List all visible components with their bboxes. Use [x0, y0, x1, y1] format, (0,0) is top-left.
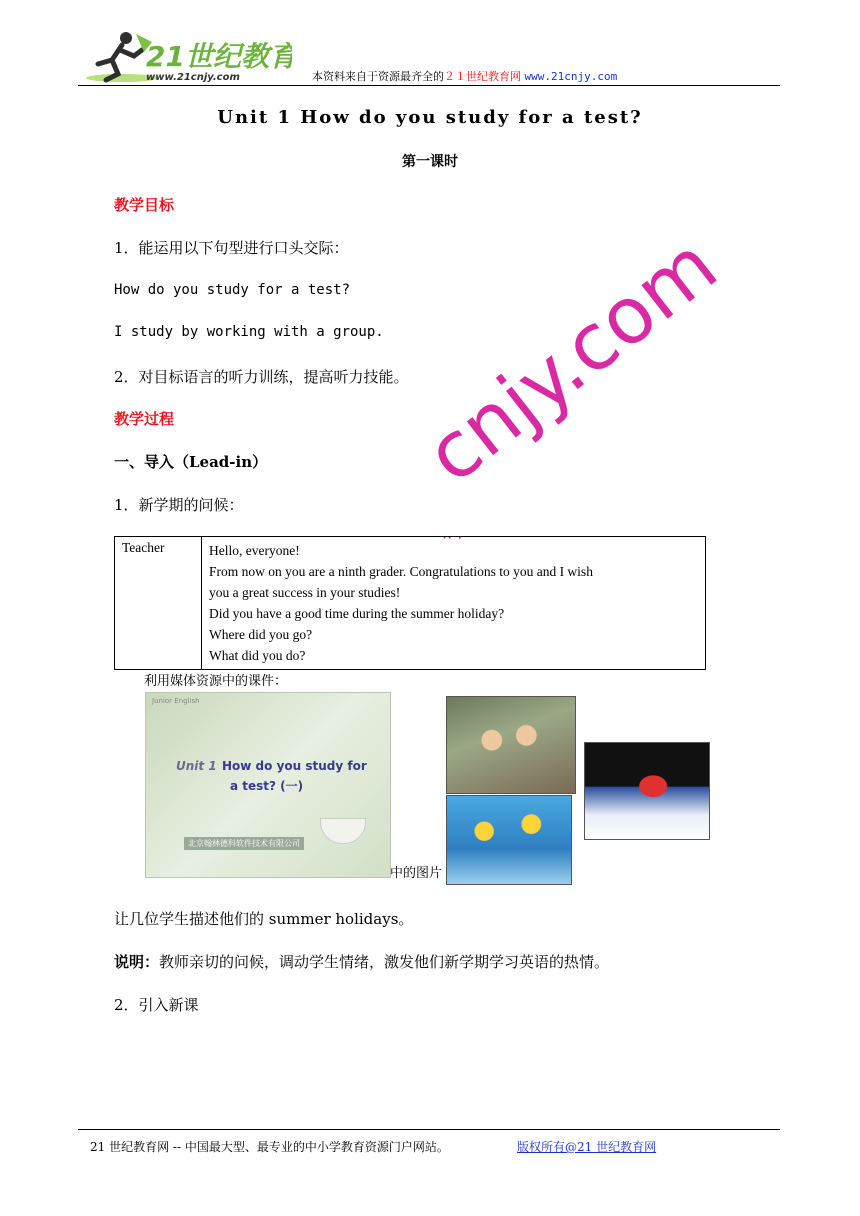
dialog-line: you a great success in your studies!: [209, 585, 401, 600]
footer-divider: [78, 1129, 780, 1130]
dialog-line: From now on you are a ninth grader. Congratulations to you and I wish: [209, 564, 593, 579]
objectives-heading: 教学目标: [114, 196, 175, 214]
describe-instruction: 让几位学生描述他们的 summer holidays。: [114, 910, 414, 928]
copyright-link[interactable]: 版权所有@21 世纪教育网: [517, 1140, 657, 1154]
svg-text:www.21cnjy.com: www.21cnjy.com: [146, 72, 240, 83]
photo-swimming-image: [446, 795, 572, 885]
slide-series-label: Junior English: [152, 697, 200, 705]
process-heading: 教学过程: [114, 410, 175, 428]
photo-friends-image: [446, 696, 576, 794]
watermark: cnjy.com: [410, 220, 734, 501]
objective-item-2: 2．对目标语言的听力训练，提高听力技能。: [114, 368, 409, 386]
source-url-link[interactable]: www.21cnjy.com: [524, 70, 618, 83]
header-divider: [78, 85, 780, 86]
note-text: 教师亲切的问候，调动学生情绪，激发他们新学期学习英语的热情。: [159, 953, 610, 971]
target-sentence-2: I study by working with a group.: [114, 324, 384, 340]
teacher-dialog-table: [114, 536, 706, 670]
dialog-role: Teacher: [115, 537, 202, 670]
document-title: Unit 1 How do you study for a test?: [217, 107, 643, 128]
dialog-line: Where did you go?: [209, 627, 313, 642]
dialog-line: Hello, everyone!: [209, 543, 300, 558]
objective-item-1: 1．能运用以下句型进行口头交际：: [114, 239, 349, 257]
slide-title-line-1: How do you study for: [222, 759, 367, 773]
source-site: ２１世纪教育网: [444, 70, 521, 83]
slide-publisher: 北京翰林德科软件技术有限公司: [184, 837, 304, 850]
slide-unit-label: Unit 1: [176, 759, 217, 773]
step-2-new-lesson: 2．引入新课: [114, 996, 199, 1014]
note-label: 说明：: [114, 953, 160, 971]
media-note: 利用媒体资源中的课件：: [144, 674, 288, 689]
watermark-fragment: ·· ·: [442, 528, 463, 547]
slide-title-line-2: a test? (一): [230, 779, 304, 793]
header-source-line: [312, 68, 617, 84]
photo-skating-image: [584, 742, 710, 840]
lesson-label: 第一课时: [402, 154, 458, 170]
dialog-line: Did you have a good time during the summer holiday?: [209, 606, 505, 621]
runner-logo-icon: [82, 28, 292, 86]
dialog-line: What did you do?: [209, 648, 306, 663]
site-logo: [82, 28, 292, 86]
dialog-lines: [202, 537, 706, 670]
source-prefix: 本资料来自于资源最齐全的: [312, 70, 444, 83]
note-paragraph: [114, 951, 609, 972]
target-sentence-1: How do you study for a test?: [114, 282, 351, 298]
figure-note: 中的图片: [390, 866, 443, 881]
step-1-greeting: 1．新学期的问候：: [114, 496, 244, 514]
svg-text:21世纪教育: 21世纪教育: [146, 40, 292, 73]
section-lead-in: 一、导入（Lead-in）: [114, 453, 268, 471]
footer-tagline: 21 世纪教育网 -- 中国最大型、最专业的中小学教育资源门户网站。: [90, 1140, 449, 1154]
